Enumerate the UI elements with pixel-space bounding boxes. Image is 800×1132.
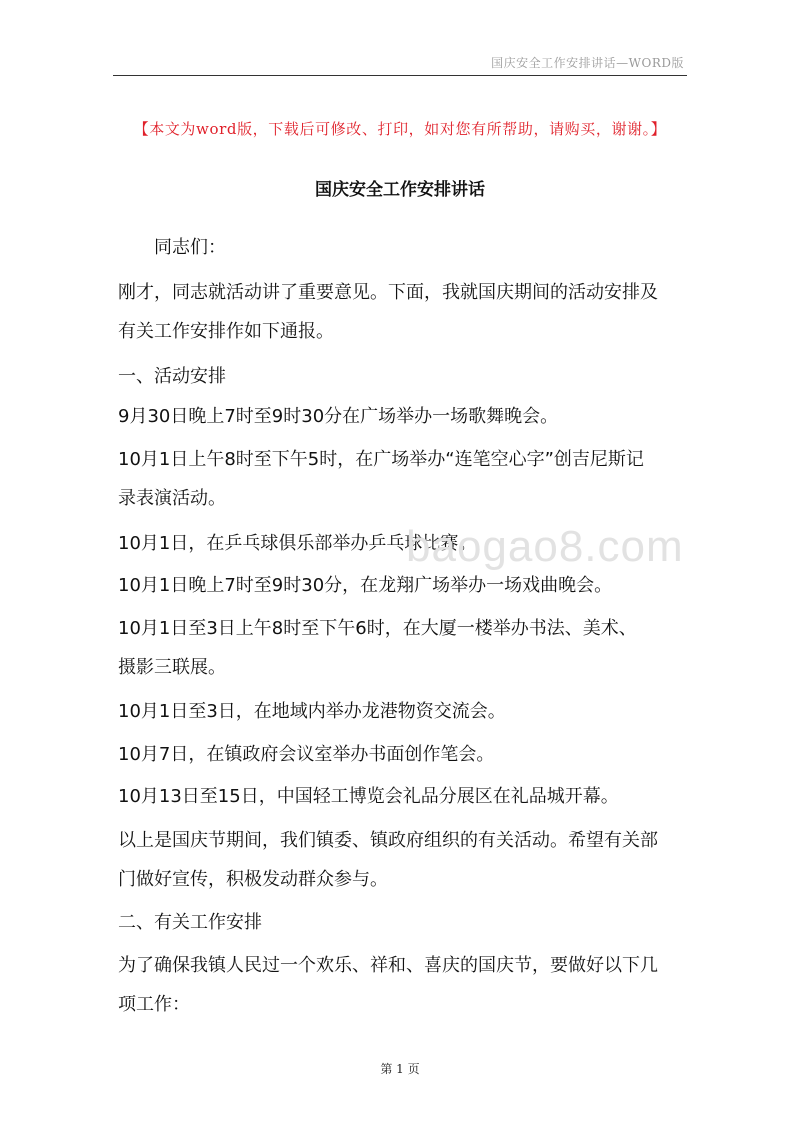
- purchase-notice: 【本文为word版，下载后可修改、打印，如对您有所帮助，请购买，谢谢。】: [133, 120, 667, 138]
- paragraph-line: 有关工作安排作如下通报。: [118, 321, 334, 342]
- paragraph-line: 9月30日晚上7时至9时30分在广场举办一场歌舞晚会。: [118, 406, 559, 427]
- paragraph-line: 为了确保我镇人民过一个欢乐、祥和、喜庆的国庆节，要做好以下几: [118, 955, 658, 976]
- section-heading: 一、活动安排: [118, 366, 226, 387]
- paragraph-line: 以上是国庆节期间，我们镇委、镇政府组织的有关活动。希望有关部: [118, 830, 658, 851]
- header-divider: [113, 75, 687, 76]
- document-title: 国庆安全工作安排讲话: [315, 180, 485, 200]
- paragraph-line: 摄影三联展。: [118, 657, 226, 678]
- paragraph-line: 10月1日至3日，在地域内举办龙港物资交流会。: [118, 701, 506, 722]
- paragraph-line: 10月1日晚上7时至9时30分，在龙翔广场举办一场戏曲晚会。: [118, 575, 613, 596]
- page-number: 第 1 页: [380, 1062, 420, 1076]
- header-title: 国庆安全工作安排讲话—WORD版: [491, 56, 684, 70]
- watermark: baogao8.com: [406, 522, 684, 571]
- paragraph-line: 录表演活动。: [118, 488, 226, 509]
- paragraph-line: 10月7日，在镇政府会议室举办书面创作笔会。: [118, 744, 495, 765]
- paragraph-line: 10月1日至3日上午8时至下午6时，在大厦一楼举办书法、美术、: [118, 618, 637, 639]
- paragraph-line: 刚才，同志就活动讲了重要意见。下面，我就国庆期间的活动安排及: [118, 282, 658, 303]
- paragraph-line: 10月1日，在乒乓球俱乐部举办乒乓球比赛。: [118, 533, 477, 554]
- paragraph-line: 10月13日至15日，中国轻工博览会礼品分展区在礼品城开幕。: [118, 786, 619, 807]
- paragraph-line: 10月1日上午8时至下午5时，在广场举办“连笔空心字”创吉尼斯记: [118, 449, 644, 470]
- section-heading: 二、有关工作安排: [118, 912, 262, 933]
- salutation: 同志们：: [154, 237, 226, 258]
- paragraph-line: 门做好宣传，积极发动群众参与。: [118, 869, 388, 890]
- paragraph-line: 项工作：: [118, 994, 190, 1015]
